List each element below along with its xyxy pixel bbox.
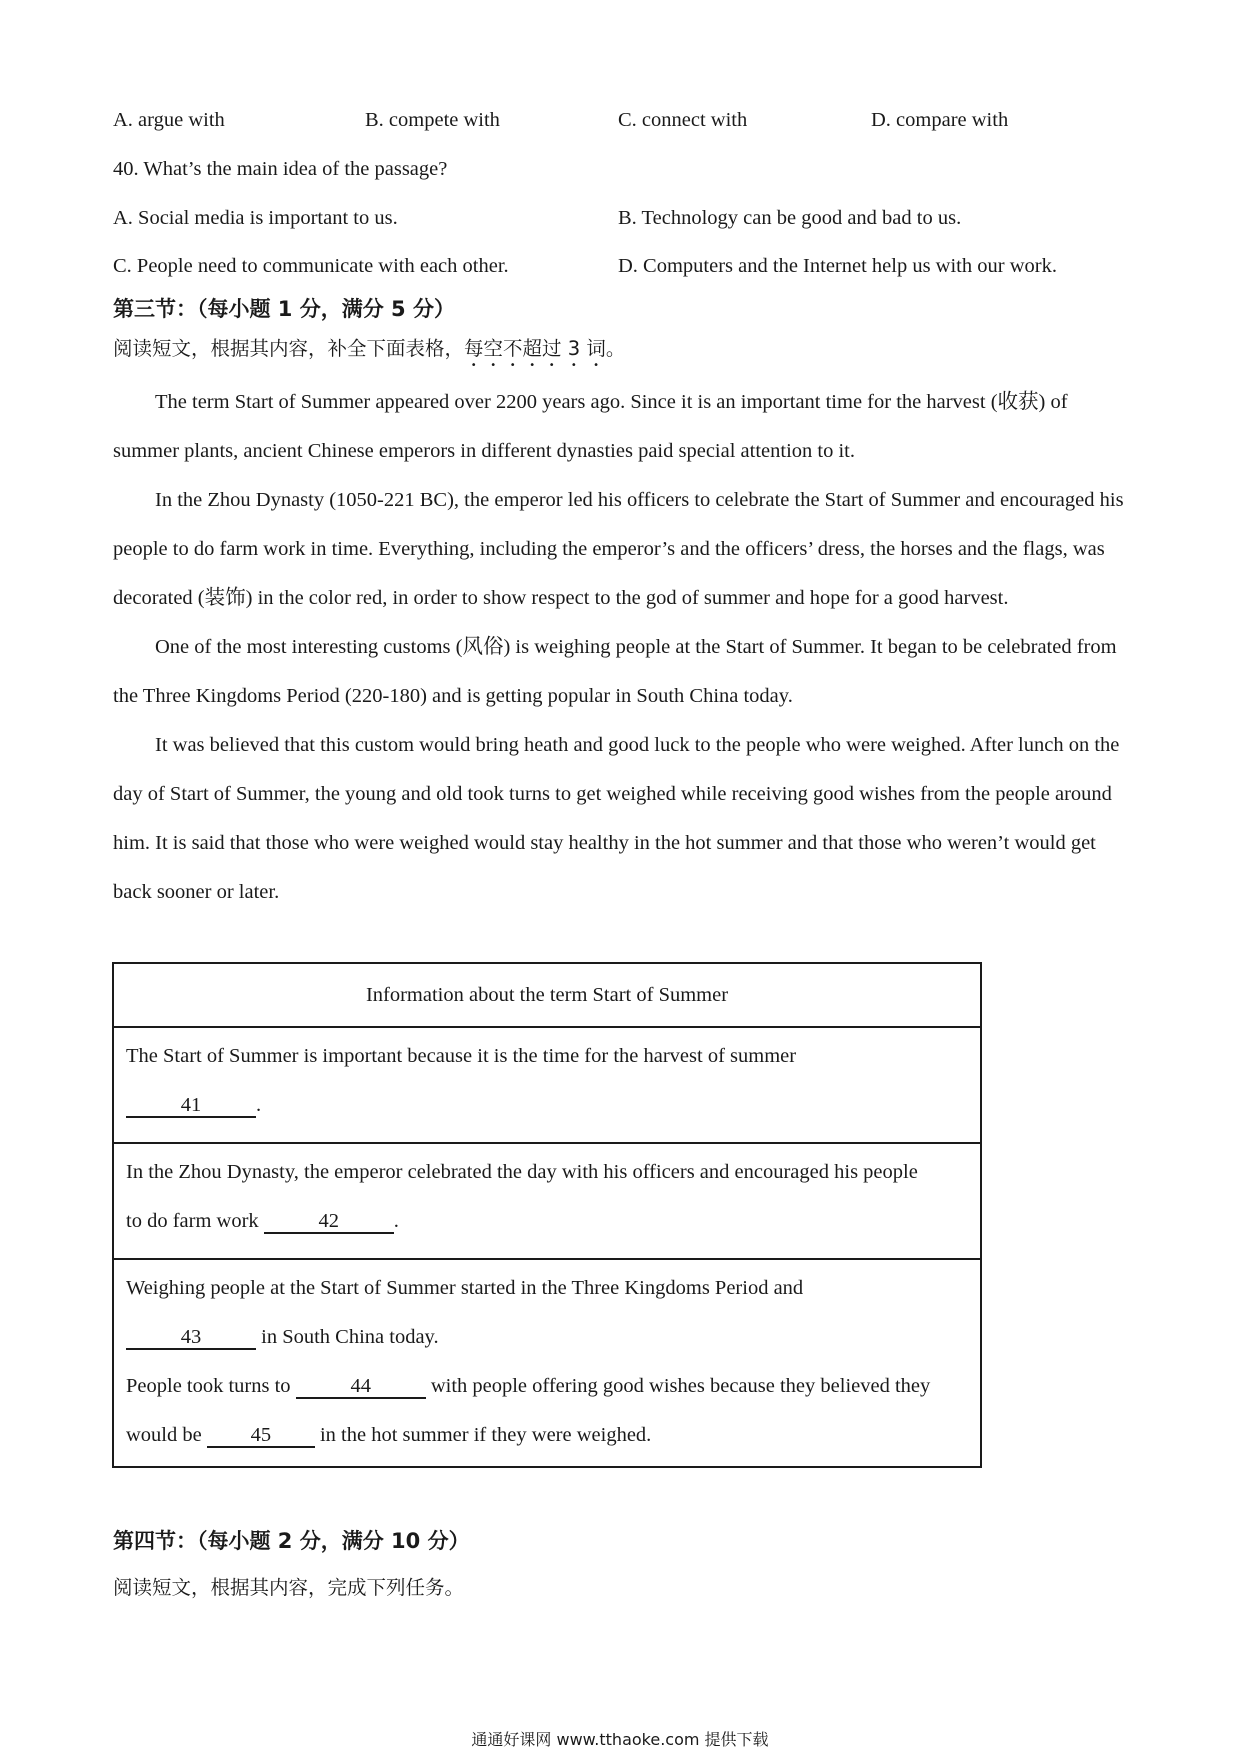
passage-paragraph-2: In the Zhou Dynasty (1050-221 BC), the emperor led his officers to celebrate the Start of Summer and encouraged his people to do farm work in time. Everything, including the emperor’s and the officers’ dress, the horses and the flags, was decorated (装饰) in the color red, in order to show respect to the god of summer and hope for a good harvest. — [113, 489, 1124, 609]
section4-instruction: 阅读短文，根据其内容，完成下列任务。 — [113, 1576, 465, 1599]
passage-paragraph-3: One of the most interesting customs (风俗) is weighing people at the Start of Summer. It began to be celebrated from the Three Kingdoms Period (220-180) and is getting popular in South China today. — [113, 636, 1117, 707]
info-table-header: Information about the term Start of Summer — [113, 963, 981, 1027]
row2-end: . — [393, 1210, 399, 1232]
q40-option-a: A. Social media is important to us. — [113, 207, 398, 229]
blank-44: 44 — [296, 1375, 426, 1399]
blank-45: 45 — [207, 1424, 315, 1448]
row1-end: . — [256, 1094, 262, 1116]
blank-41: 41 — [126, 1094, 256, 1118]
q39-option-d: D. compare with — [871, 109, 1009, 131]
q40-option-c: C. People need to communicate with each other. — [113, 255, 509, 277]
section3-instruction-emphasis: 每空不超过 3 词 — [464, 337, 606, 360]
page-footer: 通通好课网 www.tthaoke.com 提供下载 — [471, 1730, 769, 1749]
passage-paragraph-1: The term Start of Summer appeared over 2200 years ago. Since it is an important time for the harvest (收获) of summer plants, ancient Chinese emperors in different dynasties paid special attention to it. — [113, 391, 1068, 462]
row2-text: In the Zhou Dynasty, the emperor celebrated the day with his officers and encouraged his people to do farm work — [126, 1161, 918, 1232]
section3-title: 第三节：（每小题 1 分，满分 5 分） — [113, 297, 455, 321]
row3-text: Weighing people at the Start of Summer started in the Three Kingdoms Period and — [126, 1277, 804, 1299]
info-table-cell-3 — [113, 1259, 981, 1467]
q39-option-c: C. connect with — [618, 109, 748, 131]
info-table-row — [113, 1027, 981, 1143]
row3-after: in South China today. — [261, 1326, 439, 1348]
info-table-row — [113, 1259, 981, 1467]
row3b-mid: with people offering good wishes because they believed they would be — [126, 1375, 931, 1446]
row3b-text: People took turns to — [126, 1375, 291, 1397]
q39-option-b: B. compete with — [365, 109, 500, 131]
q40-question: 40. What’s the main idea of the passage? — [113, 158, 448, 180]
passage — [113, 378, 1133, 917]
section3-instruction-prefix: 阅读短文，根据其内容，补全下面表格， — [113, 337, 465, 360]
info-table-cell-1 — [113, 1027, 981, 1143]
row3b-end: in the hot summer if they were weighed. — [319, 1424, 652, 1446]
blank-42: 42 — [264, 1210, 394, 1234]
section4-title: 第四节：（每小题 2 分，满分 10 分） — [113, 1529, 470, 1553]
passage-paragraph-4: It was believed that this custom would bring heath and good luck to the people who were weighed. After lunch on the day of Start of Summer, the young and old took turns to get weighed while receiving good wishes from the people around him. It is said that those who were weighed would stay healthy in the hot summer and that those who weren’t would get back sooner or later. — [113, 734, 1120, 903]
section3-instruction — [113, 333, 625, 371]
info-table — [112, 962, 982, 1468]
q40-option-d: D. Computers and the Internet help us with our work. — [618, 255, 1057, 277]
q40-option-b: B. Technology can be good and bad to us. — [618, 207, 962, 229]
info-table-row — [113, 1143, 981, 1259]
blank-43: 43 — [126, 1326, 256, 1350]
row1-text: The Start of Summer is important because it is the time for the harvest of summer — [126, 1045, 797, 1067]
info-table-header-row — [113, 963, 981, 1027]
section3-instruction-suffix: 。 — [605, 337, 626, 360]
info-table-cell-2 — [113, 1143, 981, 1259]
q39-option-a: A. argue with — [113, 109, 225, 131]
